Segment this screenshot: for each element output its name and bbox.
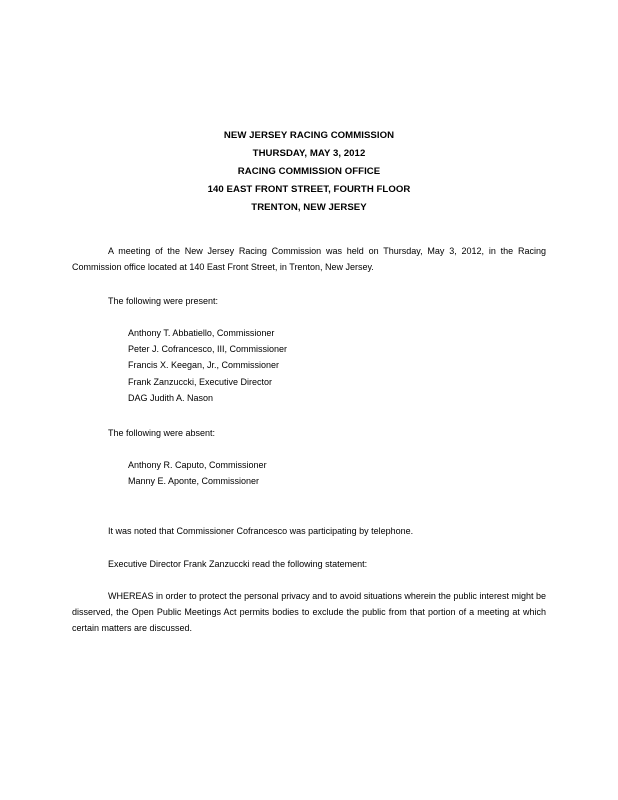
absent-heading: The following were absent: xyxy=(108,428,216,438)
list-item: Peter J. Cofrancesco, III, Commissioner xyxy=(128,344,288,355)
present-list xyxy=(128,325,287,406)
telephone-note: It was noted that Commissioner Cofrancesco was participating by telephone. xyxy=(108,526,414,536)
statement-intro: Executive Director Frank Zanzuccki read the following statement: xyxy=(108,559,368,569)
header-line-address: 140 EAST FRONT STREET, FOURTH FLOOR xyxy=(207,184,411,195)
list-item: Frank Zanzuccki, Executive Director xyxy=(128,376,273,387)
document-header xyxy=(0,127,618,217)
list-item: Manny E. Aponte, Commissioner xyxy=(128,476,260,487)
absent-list xyxy=(128,457,267,489)
header-line-location: RACING COMMISSION OFFICE xyxy=(237,166,381,177)
present-heading: The following were present: xyxy=(108,296,219,306)
header-line-commission: NEW JERSEY RACING COMMISSION xyxy=(223,130,395,141)
list-item: Anthony R. Caputo, Commissioner xyxy=(128,460,267,470)
whereas-paragraph: WHEREAS in order to protect the personal privacy and to avoid situations wherein the public interest might be disserved, the Open Public Meetings Act permits bodies to exclude the public from that portion of a meeting at which certain matters are discussed. xyxy=(72,591,546,634)
header-line-date: THURSDAY, MAY 3, 2012 xyxy=(252,148,366,159)
list-item: Francis X. Keegan, Jr., Commissioner xyxy=(128,360,280,371)
intro-paragraph: A meeting of the New Jersey Racing Commission was held on Thursday, May 3, 2012, in the Racing Commission office located at 140 East Front Street, in Trenton, New Jersey. xyxy=(72,246,546,273)
list-item: Anthony T. Abbatiello, Commissioner xyxy=(128,328,275,338)
header-line-city: TRENTON, NEW JERSEY xyxy=(251,202,367,213)
list-item: DAG Judith A. Nason xyxy=(128,392,214,403)
